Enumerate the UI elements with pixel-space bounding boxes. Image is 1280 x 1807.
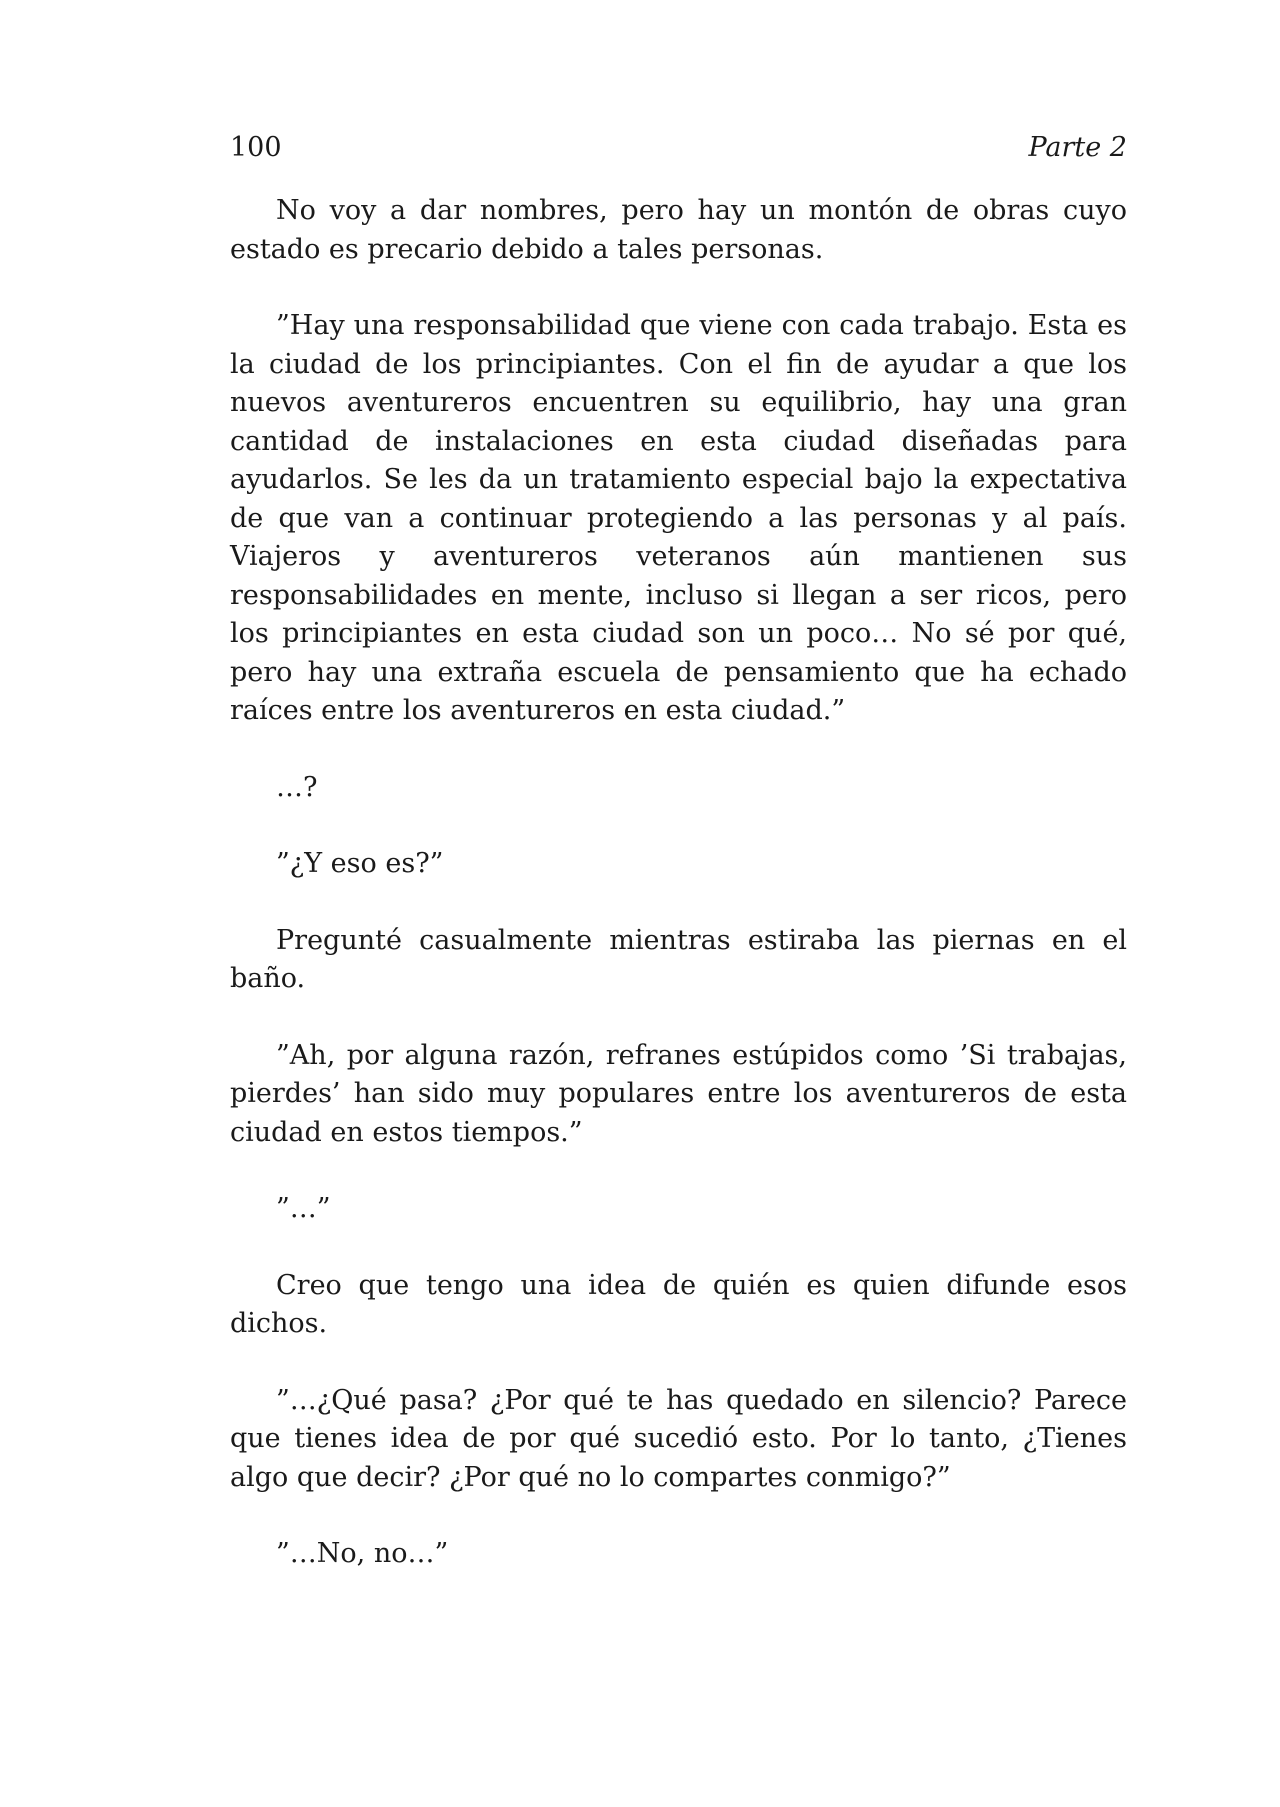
paragraph: Pregunté casualmente mientras estiraba las piernas en el baño. <box>230 924 1127 994</box>
paragraph: Creo que tengo una idea de quién es quien difunde esos dichos. <box>230 1269 1127 1339</box>
paragraph: …? <box>276 771 318 803</box>
paragraph: ”Hay una responsabilidad que viene con cada trabajo. Esta es la ciudad de los principiantes. Con el fin de ayudar a que los nuevos aventureros encuentren su equilibrio, hay una gran cantidad de instalaciones en esta ciudad diseñadas para ayudarlos. Se les da un tratamiento especial bajo la expectativa de que van a continuar protegiendo a las personas y al país. Viajeros y aventureros veteranos aún mantienen sus responsabilidades en mente, incluso si llegan a ser ricos, pero los principiantes en esta ciudad son un poco… No sé por qué, pero hay una extraña escuela de pensamiento que ha echado raíces entre los aventureros en esta ciudad.” <box>230 310 1127 726</box>
section-title: Parte 2 <box>1028 132 1127 163</box>
page-header <box>230 128 1127 168</box>
paragraph: No voy a dar nombres, pero hay un montón de obras cuyo estado es precario debido a tales personas. <box>230 195 1127 265</box>
page-body <box>230 192 1127 1574</box>
paragraph: ”…No, no…” <box>276 1538 449 1569</box>
paragraph: ”¿Y eso es?” <box>276 848 444 879</box>
paragraph: ”…” <box>276 1193 331 1224</box>
paragraph: ”…¿Qué pasa? ¿Por qué te has quedado en silencio? Parece que tienes idea de por qué sucedió esto. Por lo tanto, ¿Tienes algo que decir? ¿Por qué no lo compartes conmigo?” <box>230 1384 1127 1493</box>
paragraph: ”Ah, por alguna razón, refranes estúpidos como ’Si trabajas, pierdes’ han sido muy populares entre los aventureros de esta ciudad en estos tiempos.” <box>230 1039 1127 1148</box>
book-page <box>230 128 1127 1574</box>
page-number: 100 <box>230 132 282 163</box>
